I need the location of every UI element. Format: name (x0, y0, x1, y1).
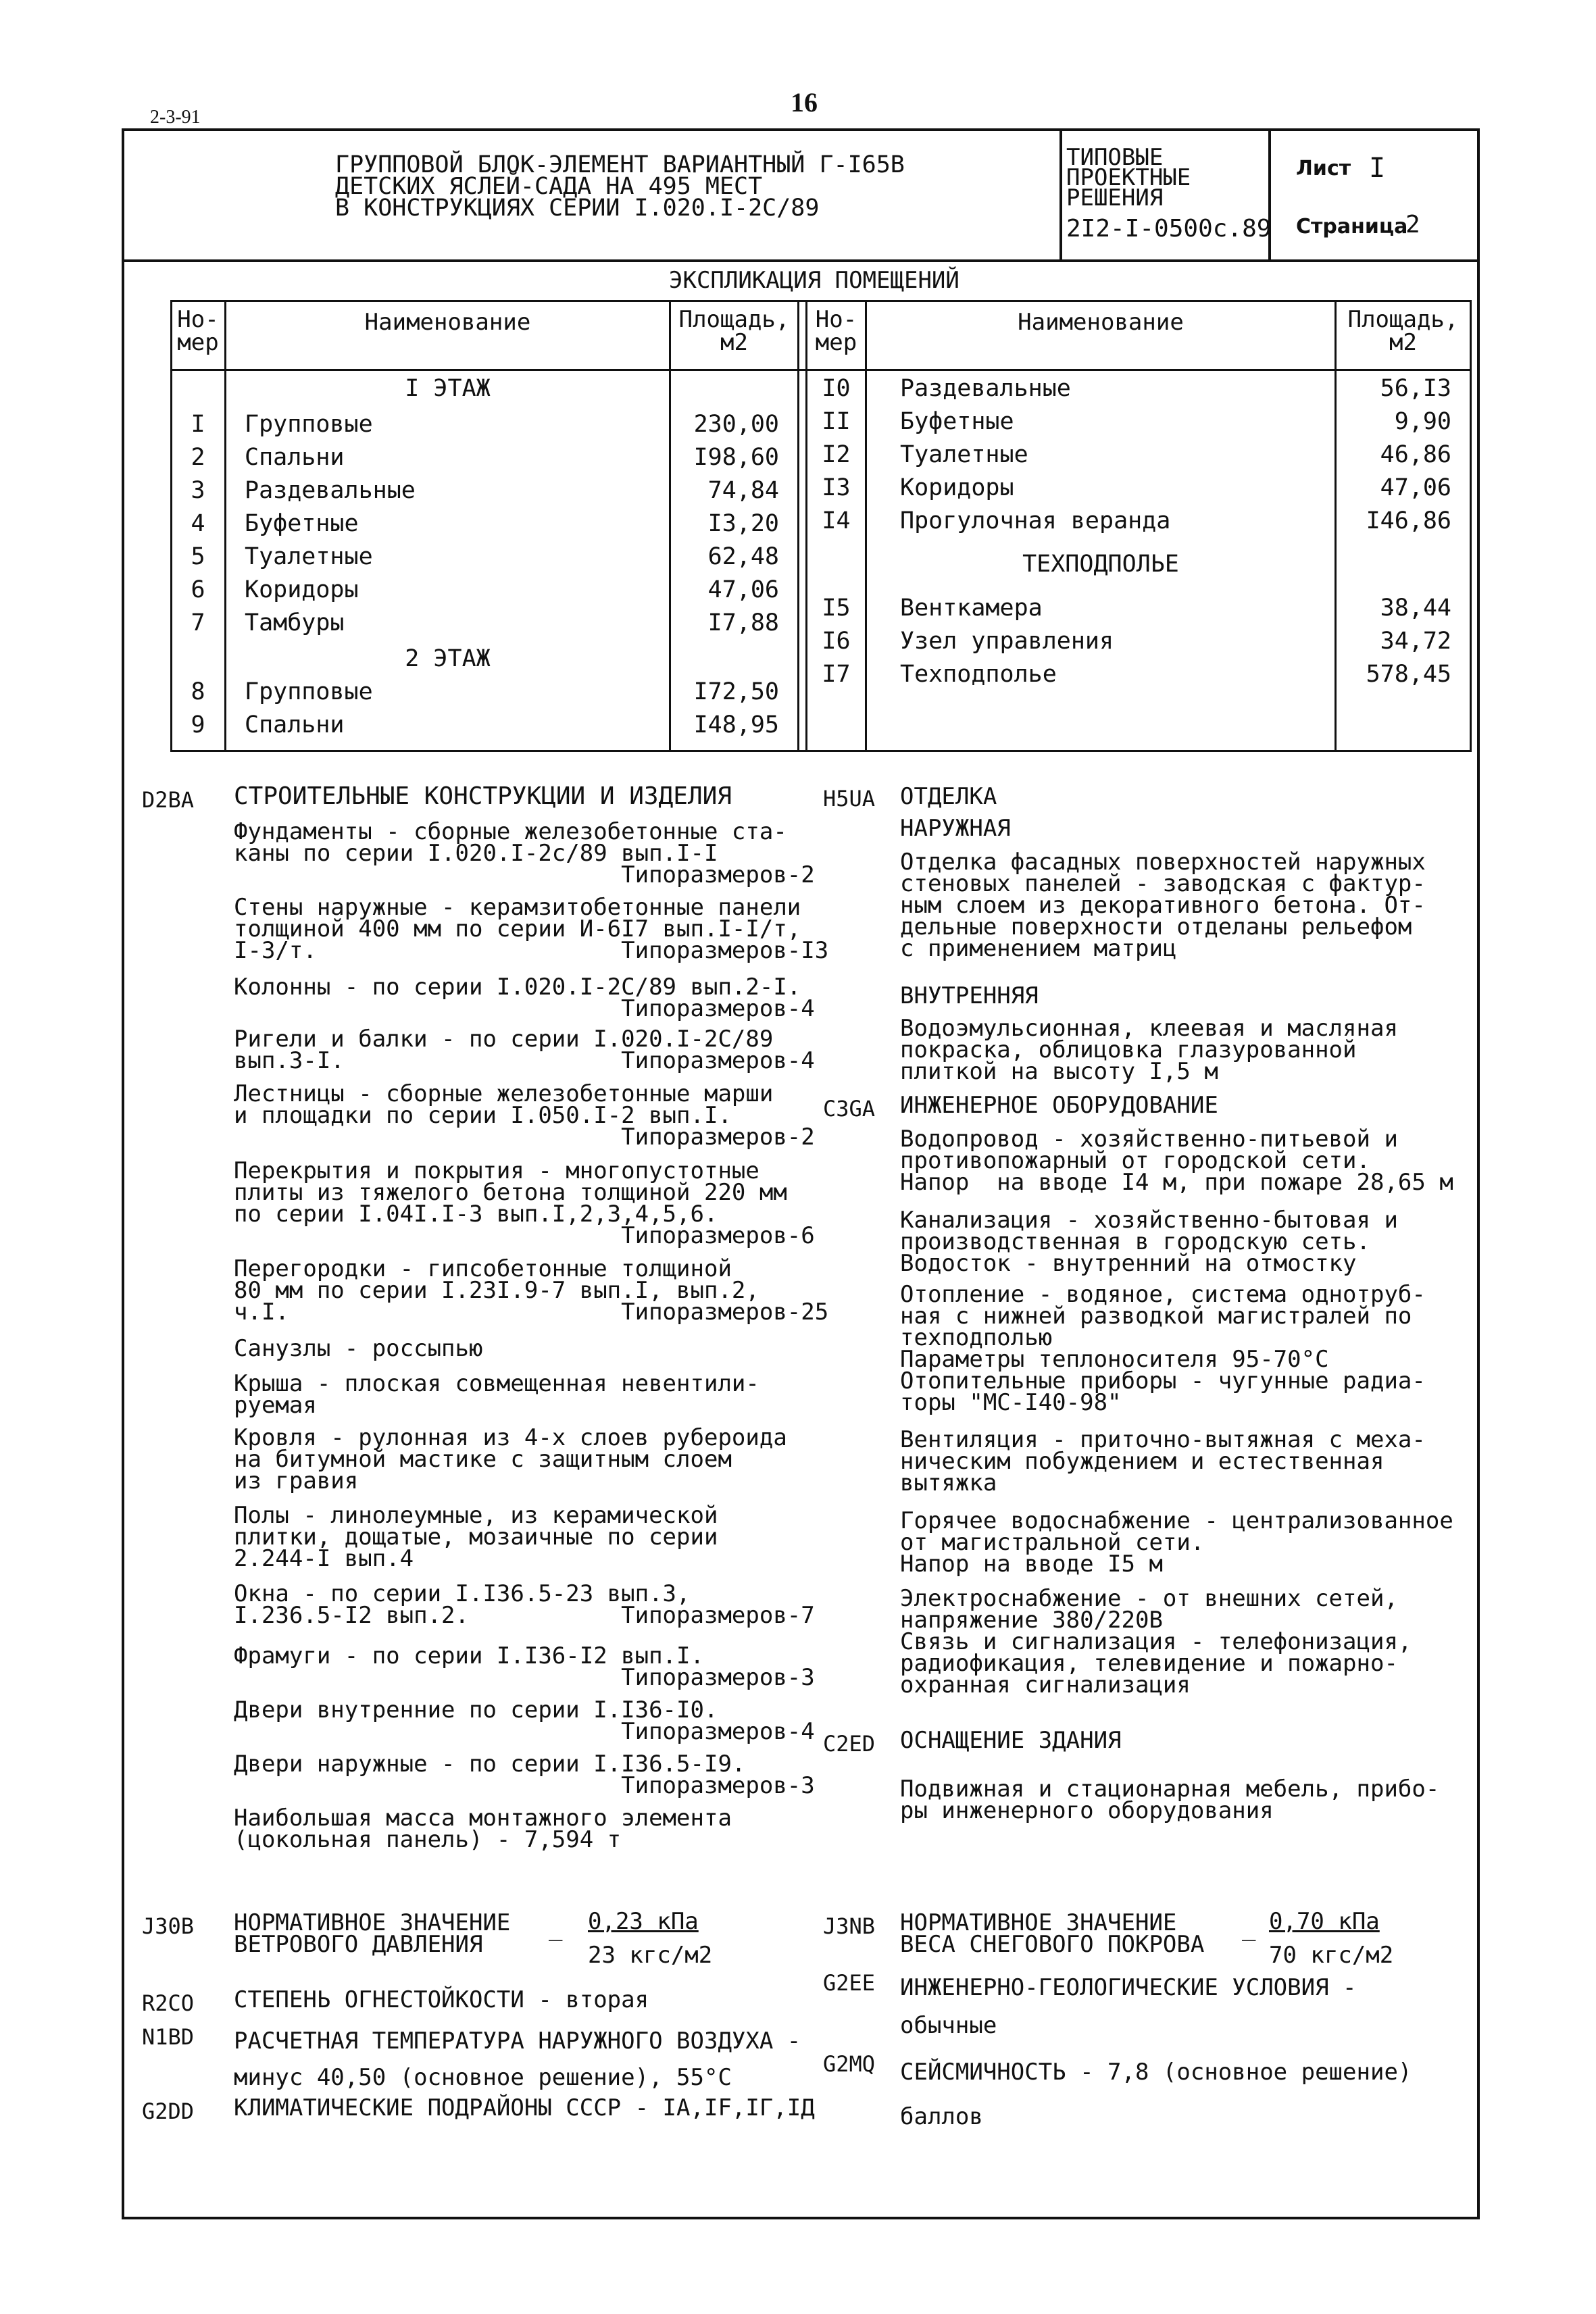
room-area: 230,00 (693, 411, 779, 438)
room-name: Коридоры (900, 474, 1014, 501)
table-border (170, 750, 1472, 752)
section-heading: ОСНАЩЕНИЕ ЗДАНИЯ (900, 1727, 1122, 1754)
engineering-item: Вентиляция - приточно-вытяжная с меха- ническим побуждением и естественная вытяжка (900, 1426, 1426, 1496)
room-name: Групповые (245, 678, 373, 705)
explication-title: ЭКСПЛИКАЦИЯ ПОМЕЩЕНИЙ (669, 267, 959, 294)
room-name: Коридоры (245, 576, 359, 603)
doc-type (1066, 144, 1191, 211)
section-code: J30B (142, 1913, 195, 1939)
room-number: I7 (822, 661, 851, 688)
room-area: I7,88 (707, 609, 779, 636)
room-area: I3,20 (707, 510, 779, 537)
room-area: 47,06 (707, 576, 779, 603)
section-code: H5UA (823, 786, 876, 811)
room-number: I3 (822, 474, 851, 501)
col-header-name: Наименование (364, 309, 531, 336)
fraction-dash: _ (1242, 1915, 1256, 1942)
room-name: Венткамера (900, 595, 1043, 622)
doc-type-line: ТИПОВЫЕ (1066, 144, 1164, 171)
room-area: I72,50 (693, 678, 779, 705)
construction-item: Наибольшая масса монтажного элемента (цокольная панель) - 7,594 т (234, 1805, 732, 1853)
sheet-label: Лист (1296, 157, 1351, 180)
room-number: 6 (191, 576, 205, 603)
wind-value-kpa: 0,23 кПа (588, 1908, 699, 1935)
construction-item: Двери внутренние по серии I.I36-I0. Типоразмеров-4 (234, 1696, 815, 1745)
construction-item: Окна - по серии I.I36.5-23 вып.3, I.236.5-I2 вып.2. Типоразмеров-7 (234, 1580, 815, 1629)
col-header-num: Но- мер (177, 306, 219, 356)
room-name: Туалетные (900, 441, 1028, 468)
room-number: 3 (191, 477, 205, 504)
construction-item: Фрамуги - по серии I.I36-I2 вып.I. Типоразмеров-3 (234, 1642, 815, 1691)
snow-label: НОРМАТИВНОЕ ЗНАЧЕНИЕ ВЕСА СНЕГОВОГО ПОКРОВА (900, 1909, 1205, 1958)
page-value: 2 (1405, 211, 1420, 238)
fraction-dash: _ (549, 1915, 563, 1942)
room-number: 8 (191, 678, 205, 705)
construction-item: Перегородки - гипсобетонные толщиной 80 мм по серии I.23I.9-7 вып.I, вып.2, ч.I. Типоразмеров-25 (234, 1255, 829, 1326)
construction-item: Фундаменты - сборные железобетонные ста- каны по серии I.020.I-2с/89 вып.I-I Типоразмеров-2 (234, 818, 815, 888)
section-code: C3GA (823, 1096, 876, 1122)
engineering-item: Электроснабжение - от внешних сетей, напряжение 380/220В Связь и сигнализация - телефонизация, радиофикация, телевидение и пожарно- охранная сигнализация (900, 1585, 1412, 1699)
construction-item: Колонны - по серии I.020.I-2С/89 вып.2-I. Типоразмеров-4 (234, 974, 815, 1022)
room-name: Туалетные (245, 543, 373, 570)
title-line: ДЕТСКИХ ЯСЛЕЙ-САДА НА 495 МЕСТ (335, 173, 763, 200)
subsection-heading: ВНУТРЕННЯЯ (900, 982, 1039, 1009)
room-name: Буфетные (900, 408, 1014, 435)
room-number: 9 (191, 711, 205, 738)
section-code: D2BA (142, 787, 195, 813)
climatic-subregions: КЛИМАТИЧЕСКИЕ ПОДРАЙОНЫ СССР - IA,IF,IГ,IД (234, 2094, 815, 2121)
room-name: Спальни (245, 711, 345, 738)
fire-resistance: СТЕПЕНЬ ОГНЕСТОЙКОСТИ - вторая (234, 1986, 649, 2013)
room-number: I2 (822, 441, 851, 468)
construction-item: Полы - линолеумные, из керамической плитки, дощатые, мозаичные по серии 2.244-I вып.4 (234, 1502, 718, 1572)
design-temperature: РАСЧЕТНАЯ ТЕМПЕРАТУРА НАРУЖНОГО ВОЗДУХА - минус 40,50 (основное решение), 55°С (234, 2028, 801, 2091)
section-code: G2EE (823, 1970, 876, 1996)
page-number: 16 (791, 87, 818, 118)
room-area: 56,I3 (1380, 375, 1451, 402)
top-code: 2-3-91 (150, 107, 201, 128)
room-name: Буфетные (245, 510, 359, 537)
construction-item: Двери наружные - по серии I.I36.5-I9. Типоразмеров-3 (234, 1751, 815, 1799)
room-area: 46,86 (1380, 441, 1451, 468)
col-header-area: Площадь, м2 (1347, 306, 1459, 356)
room-area: 578,45 (1366, 661, 1451, 688)
section-code: C2ED (823, 1731, 876, 1757)
wind-label: НОРМАТИВНОЕ ЗНАЧЕНИЕ ВЕТРОВОГО ДАВЛЕНИЯ (234, 1909, 511, 1958)
room-name: Узел управления (900, 628, 1114, 655)
snow-value-kgs: 70 кгс/м2 (1269, 1942, 1394, 1969)
section-heading: ОТДЕЛКА (900, 783, 997, 810)
table-border (170, 369, 1472, 371)
doc-type-line: ПРОЕКТНЫЕ (1066, 164, 1191, 191)
seismicity: СЕЙСМИЧНОСТЬ - 7,8 (основное решение) баллов (900, 2059, 1412, 2130)
engineering-item: Канализация - хозяйственно-бытовая и производственная в городскую сеть. Водосток - внутренний на отмостку (900, 1207, 1398, 1277)
geology-conditions: ИНЖЕНЕРНО-ГЕОЛОГИЧЕСКИЕ УСЛОВИЯ - обычные (900, 1974, 1357, 2039)
wind-value-kgs: 23 кгс/м2 (588, 1942, 713, 1969)
room-number: I0 (822, 375, 851, 402)
col-header-num: Но- мер (815, 306, 857, 356)
room-number: 2 (191, 444, 205, 471)
room-area: 34,72 (1380, 628, 1451, 655)
room-number: 4 (191, 510, 205, 537)
inner-finish-text: Водоэмульсионная, клеевая и масляная покраска, облицовка глазурованной плиткой на высоту I,5 м (900, 1015, 1398, 1085)
table-border (224, 300, 226, 752)
section-code: J3NB (823, 1913, 876, 1939)
room-area: 38,44 (1380, 595, 1451, 622)
section-code: R2CO (142, 1990, 195, 2016)
section-code: N1BD (142, 2024, 195, 2050)
construction-item: Перекрытия и покрытия - многопустотные плиты из тяжелого бетона толщиной 220 мм по серии I.04I.I-3 вып.I,2,3,4,5,6. Типоразмеров-6 (234, 1157, 815, 1249)
construction-item: Крыша - плоская совмещенная невентили- руемая (234, 1370, 759, 1419)
section-code: G2MQ (823, 2051, 876, 2077)
table-border (1470, 300, 1472, 752)
room-name: Тамбуры (245, 609, 345, 636)
doc-code: 2I2-I-0500с.89 (1066, 215, 1272, 243)
subsection-heading: НАРУЖНАЯ (900, 815, 1011, 842)
engineering-item: Водопровод - хозяйственно-питьевой и противопожарный от городской сети. Напор на вводе I4 м, при пожаре 28,65 м (900, 1126, 1453, 1196)
title-line: В КОНСТРУКЦИЯХ СЕРИИ I.020.I-2С/89 (335, 195, 820, 222)
document-title (335, 151, 905, 222)
room-area: I46,86 (1366, 507, 1451, 534)
floor-heading: I ЭТАЖ (405, 375, 491, 402)
title-line: ГРУППОВОЙ БЛОК-ЭЛЕМЕНТ ВАРИАНТНЫЙ Г-I65В (335, 151, 905, 178)
section-heading: ИНЖЕНЕРНОЕ ОБОРУДОВАНИЕ (900, 1092, 1218, 1119)
doc-type-line: РЕШЕНИЯ (1066, 184, 1164, 211)
room-area: I48,95 (693, 711, 779, 738)
table-border (865, 300, 867, 752)
construction-item: Стены наружные - керамзитобетонные панели толщиной 400 мм по серии И-6I7 вып.I-I/т, I-3/т. Типоразмеров-I3 (234, 894, 829, 964)
engineering-item: Горячее водоснабжение - централизованное от магистральной сети. Напор на вводе I5 м (900, 1507, 1453, 1578)
header-divider (1059, 128, 1062, 261)
page-label: Страница (1296, 215, 1408, 238)
construction-item: Лестницы - сборные железобетонные марши и площадки по серии I.050.I-2 вып.I. Типоразмеров-2 (234, 1080, 815, 1151)
room-number: I6 (822, 628, 851, 655)
room-area: I98,60 (693, 444, 779, 471)
room-number: I5 (822, 595, 851, 622)
room-number: I4 (822, 507, 851, 534)
table-border (170, 300, 1472, 302)
room-name: Спальни (245, 444, 345, 471)
construction-item: Кровля - рулонная из 4-х слоев рубероида на битумной мастике с защитным слоем из гравия (234, 1424, 787, 1494)
col-header-area: Площадь, м2 (678, 306, 790, 356)
room-name: Техподполье (900, 661, 1057, 688)
construction-item: Санузлы - россыпью (234, 1335, 483, 1362)
section-heading: СТРОИТЕЛЬНЫЕ КОНСТРУКЦИИ И ИЗДЕЛИЯ (234, 782, 732, 810)
table-border (797, 300, 799, 752)
section-heading: ТЕХПОДПОЛЬЕ (1022, 551, 1179, 578)
header-divider (122, 259, 1480, 262)
outer-finish-text: Отделка фасадных поверхностей наружных стеновых панелей - заводская с фактур- ным слоем из декоративного бетона. От- дельные поверхности отделаны рельефом с применением матриц (900, 849, 1426, 962)
room-name: Раздевальные (245, 477, 416, 504)
room-number: II (822, 408, 851, 435)
col-header-name: Наименование (1018, 309, 1184, 336)
room-area: 47,06 (1380, 474, 1451, 501)
room-area: 9,90 (1394, 408, 1451, 435)
snow-value-kpa: 0,70 кПа (1269, 1908, 1380, 1935)
engineering-item: Отопление - водяное, система однотруб- ная с нижней разводкой магистралей по техподполью Параметры теплоносителя 95-70°С Отопительные приборы - чугунные радиа- торы "МС-I40-98" (900, 1281, 1426, 1416)
room-name: Раздевальные (900, 375, 1071, 402)
floor-heading: 2 ЭТАЖ (405, 645, 491, 672)
sheet-value: I (1369, 153, 1386, 184)
section-code: G2DD (142, 2098, 195, 2124)
room-area: 74,84 (707, 477, 779, 504)
room-number: 5 (191, 543, 205, 570)
equipment-text: Подвижная и стационарная мебель, прибо- ры инженерного оборудования (900, 1776, 1440, 1824)
room-area: 62,48 (707, 543, 779, 570)
room-name: Групповые (245, 411, 373, 438)
room-name: Прогулочная веранда (900, 507, 1171, 534)
room-number: I (191, 411, 205, 438)
construction-item: Ригели и балки - по серии I.020.I-2С/89 вып.3-I. Типоразмеров-4 (234, 1026, 815, 1074)
room-number: 7 (191, 609, 205, 636)
